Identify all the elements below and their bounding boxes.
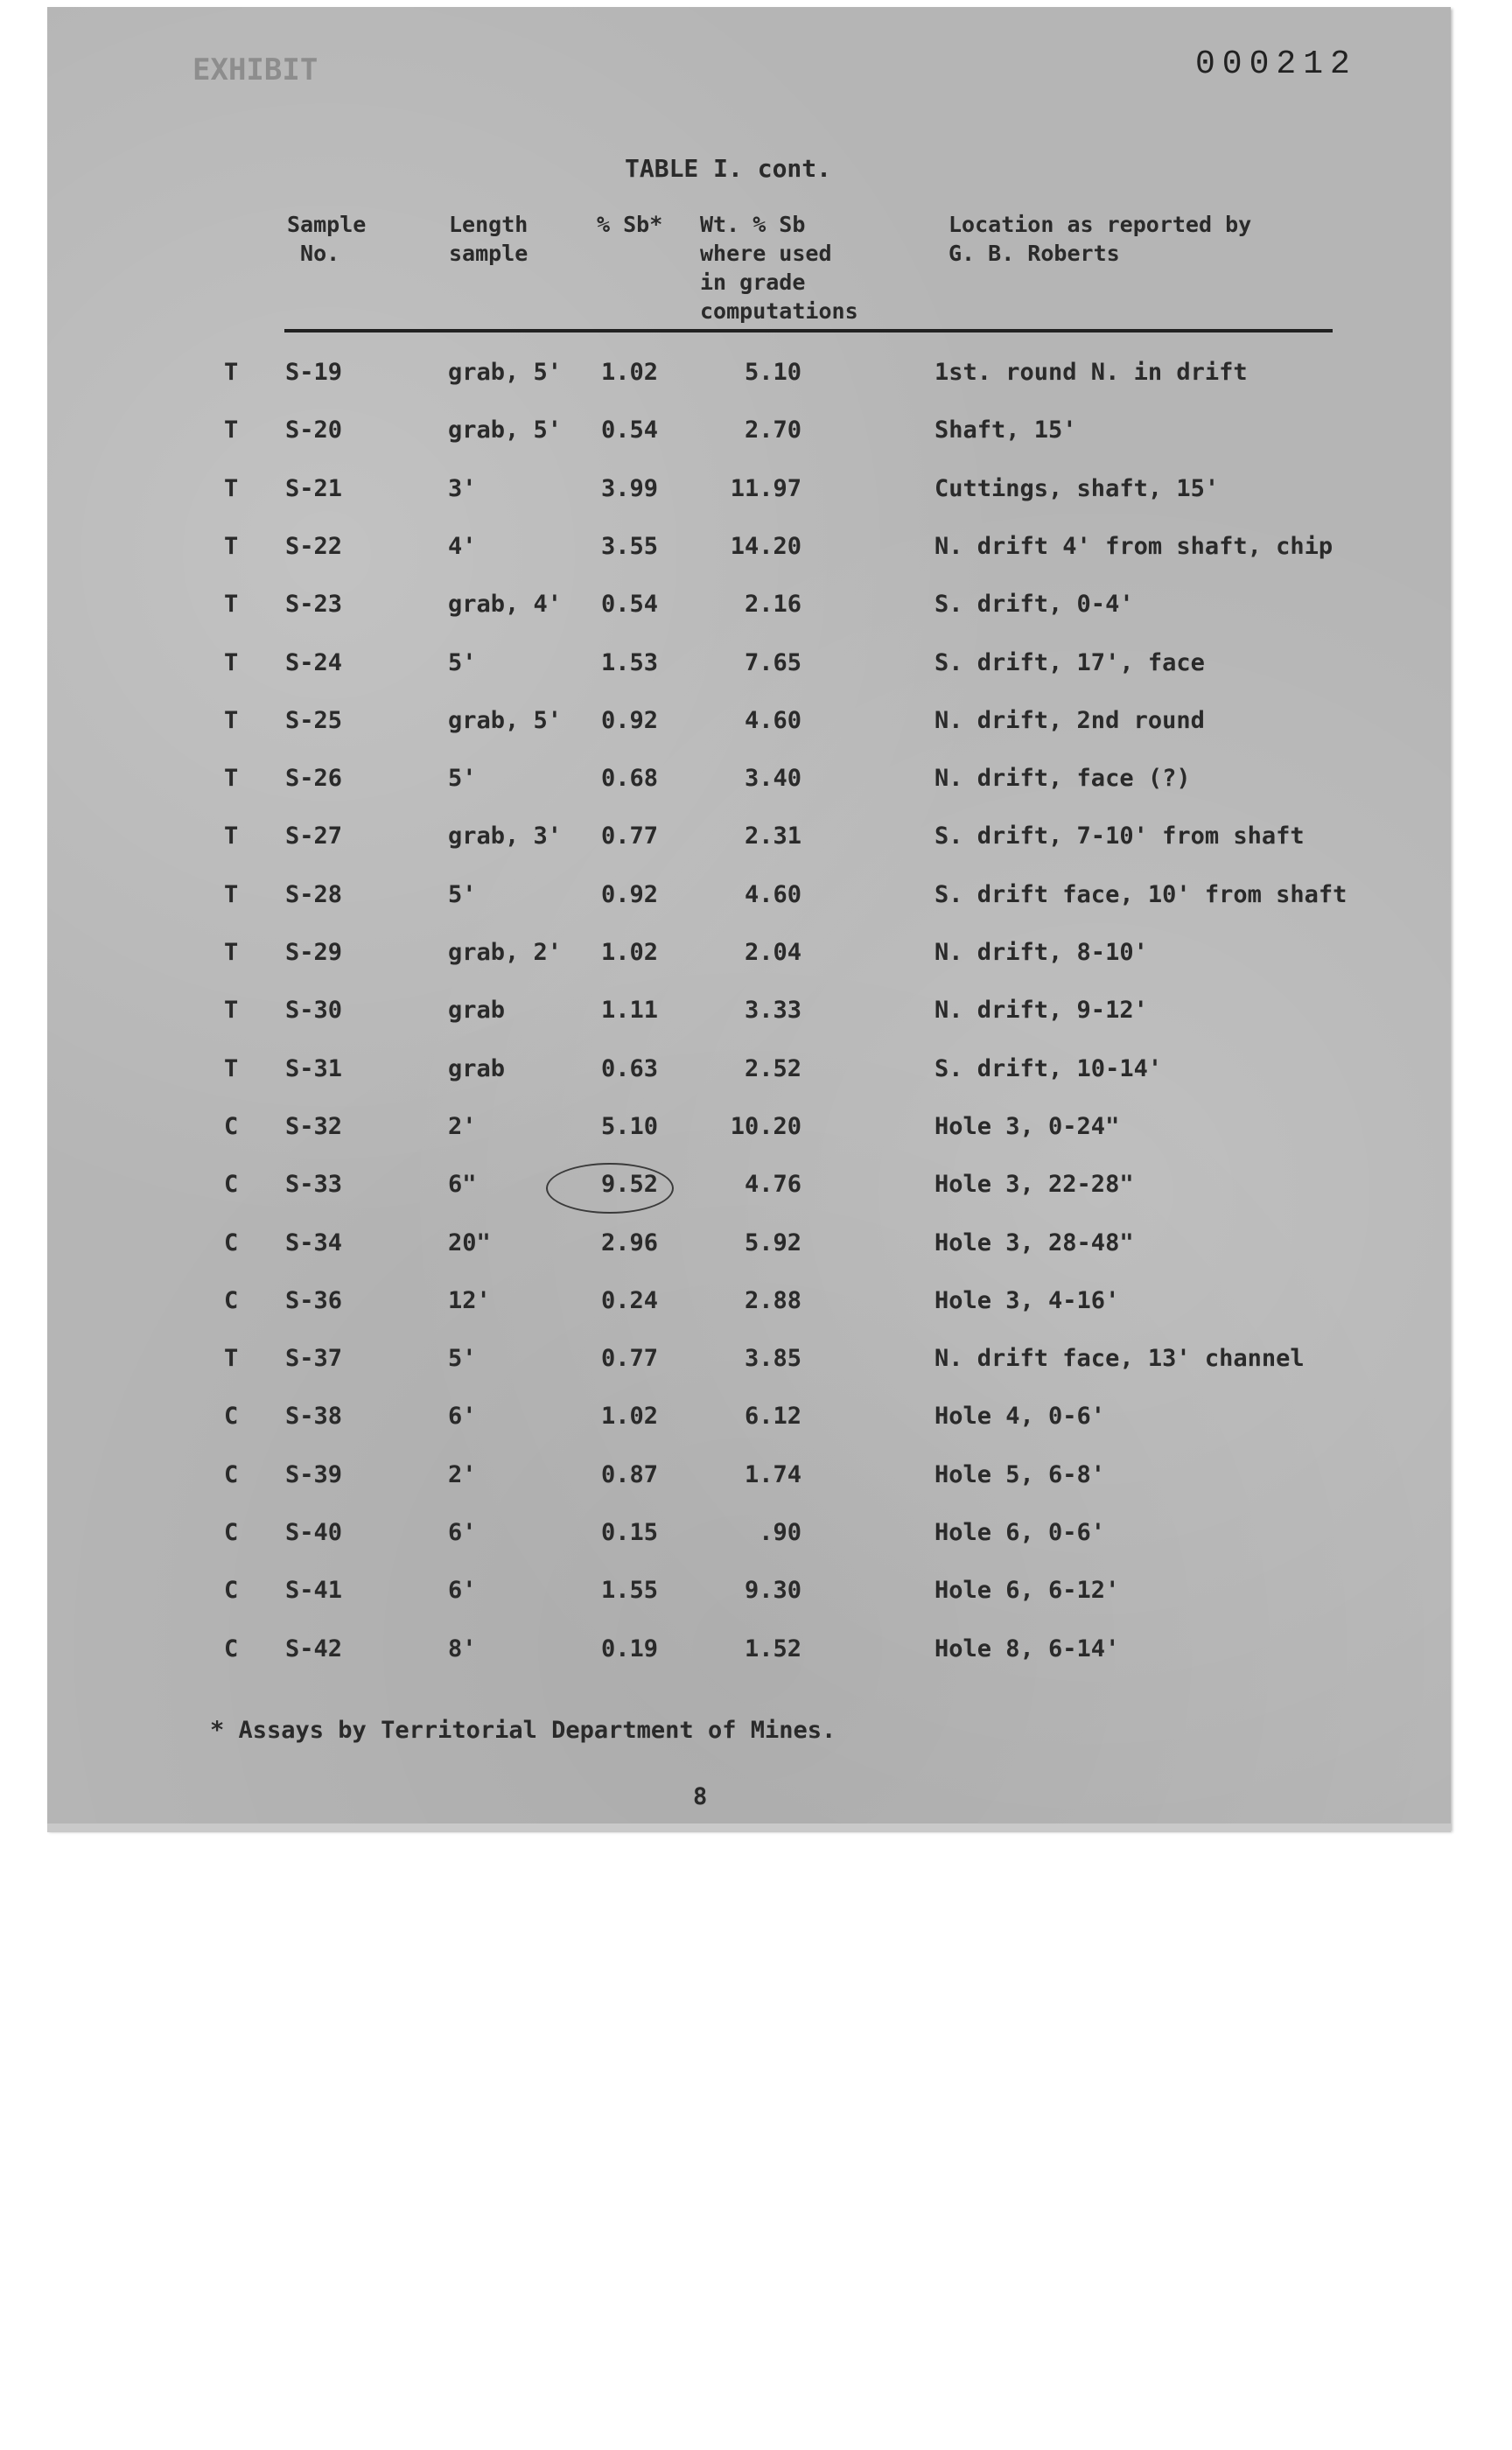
row-type-code: T xyxy=(224,1345,239,1372)
header-sample-no: Sample No. xyxy=(287,212,367,266)
row-pct-sb: 9.52 xyxy=(600,1171,658,1198)
row-sample-no: S-32 xyxy=(285,1113,343,1140)
row-location: S. drift, 0-4' xyxy=(934,591,1134,618)
row-length: 12' xyxy=(448,1287,491,1314)
row-location: Shaft, 15' xyxy=(934,416,1077,444)
row-type-code: C xyxy=(224,1577,239,1604)
row-location: N. drift 4' from shaft, chip xyxy=(934,533,1334,560)
row-sample-no: S-27 xyxy=(285,822,343,850)
row-pct-sb: 1.55 xyxy=(600,1577,658,1604)
row-type-code: C xyxy=(224,1635,239,1662)
row-type-code: C xyxy=(224,1519,239,1546)
row-wt-pct-sb: 14.20 xyxy=(730,533,802,560)
row-wt-pct-sb: 2.31 xyxy=(744,822,802,850)
row-pct-sb: 0.77 xyxy=(600,822,658,850)
row-location: Hole 4, 0-6' xyxy=(934,1403,1106,1430)
row-wt-pct-sb: 3.40 xyxy=(744,765,802,792)
row-sample-no: S-28 xyxy=(285,881,343,908)
row-sample-no: S-33 xyxy=(285,1171,343,1198)
row-length: grab xyxy=(448,1055,506,1082)
header-wt-pct-sb: Wt. % Sb where used in grade computations xyxy=(700,212,858,324)
row-type-code: C xyxy=(224,1461,239,1488)
row-length: grab, 2' xyxy=(448,939,563,966)
footnote: * Assays by Territorial Department of Mines. xyxy=(210,1717,836,1744)
row-type-code: C xyxy=(224,1229,239,1256)
row-sample-no: S-39 xyxy=(285,1461,343,1488)
row-type-code: T xyxy=(224,939,239,966)
row-length: 3' xyxy=(448,475,477,502)
row-wt-pct-sb: 9.30 xyxy=(744,1577,802,1604)
row-wt-pct-sb: 6.12 xyxy=(744,1403,802,1430)
row-wt-pct-sb: 2.88 xyxy=(744,1287,802,1314)
header-length-sample: Length sample xyxy=(449,212,528,266)
row-length: 6' xyxy=(448,1403,477,1430)
row-length: grab, 5' xyxy=(448,359,563,386)
row-length: 2' xyxy=(448,1461,477,1488)
row-sample-no: S-26 xyxy=(285,765,343,792)
row-type-code: T xyxy=(224,591,239,618)
row-pct-sb: 2.96 xyxy=(600,1229,658,1256)
row-length: grab, 4' xyxy=(448,591,563,618)
row-pct-sb: 0.87 xyxy=(600,1461,658,1488)
row-location: Hole 8, 6-14' xyxy=(934,1635,1120,1662)
row-length: 2' xyxy=(448,1113,477,1140)
row-location: Hole 3, 22-28" xyxy=(934,1171,1134,1198)
header-location: Location as reported by G. B. Roberts xyxy=(948,212,1252,266)
row-wt-pct-sb: 4.60 xyxy=(744,707,802,734)
row-location: N. drift, face (?) xyxy=(934,765,1191,792)
row-pct-sb: 0.54 xyxy=(600,591,658,618)
row-sample-no: S-29 xyxy=(285,939,343,966)
row-pct-sb: 3.99 xyxy=(600,475,658,502)
row-location: Hole 3, 28-48" xyxy=(934,1229,1134,1256)
row-location: N. drift, 9-12' xyxy=(934,997,1148,1024)
document-stamp-number: 000212 xyxy=(1195,46,1357,83)
row-sample-no: S-20 xyxy=(285,416,343,444)
table-title: TABLE I. cont. xyxy=(625,154,832,183)
row-location: N. drift, 2nd round xyxy=(934,707,1205,734)
row-type-code: T xyxy=(224,997,239,1024)
row-type-code: T xyxy=(224,881,239,908)
row-location: S. drift, 17', face xyxy=(934,649,1205,676)
row-type-code: T xyxy=(224,822,239,850)
row-pct-sb: 0.92 xyxy=(600,881,658,908)
circled-value-annotation xyxy=(546,1163,674,1214)
row-length: 5' xyxy=(448,649,477,676)
row-type-code: T xyxy=(224,765,239,792)
row-location: Hole 6, 0-6' xyxy=(934,1519,1106,1546)
row-wt-pct-sb: 3.85 xyxy=(744,1345,802,1372)
header-pct-sb: % Sb* xyxy=(597,212,663,237)
row-pct-sb: 0.24 xyxy=(600,1287,658,1314)
row-sample-no: S-37 xyxy=(285,1345,343,1372)
row-type-code: T xyxy=(224,416,239,444)
row-pct-sb: 3.55 xyxy=(600,533,658,560)
row-location: 1st. round N. in drift xyxy=(934,359,1248,386)
row-type-code: T xyxy=(224,1055,239,1082)
row-pct-sb: 1.02 xyxy=(600,359,658,386)
row-wt-pct-sb: 2.04 xyxy=(744,939,802,966)
row-location: S. drift, 7-10' from shaft xyxy=(934,822,1305,850)
row-wt-pct-sb: 5.92 xyxy=(744,1229,802,1256)
row-wt-pct-sb: 3.33 xyxy=(744,997,802,1024)
row-wt-pct-sb: 7.65 xyxy=(744,649,802,676)
row-sample-no: S-23 xyxy=(285,591,343,618)
row-wt-pct-sb: 11.97 xyxy=(730,475,802,502)
row-pct-sb: 0.92 xyxy=(600,707,658,734)
faint-bleed-through-mark: EXHIBIT xyxy=(192,52,318,88)
row-length: 8' xyxy=(448,1635,477,1662)
row-pct-sb: 5.10 xyxy=(600,1113,658,1140)
row-type-code: C xyxy=(224,1403,239,1430)
row-wt-pct-sb: 10.20 xyxy=(730,1113,802,1140)
row-sample-no: S-24 xyxy=(285,649,343,676)
row-location: Hole 3, 4-16' xyxy=(934,1287,1120,1314)
row-type-code: T xyxy=(224,475,239,502)
row-type-code: C xyxy=(224,1171,239,1198)
row-location: S. drift, 10-14' xyxy=(934,1055,1163,1082)
row-length: 4' xyxy=(448,533,477,560)
row-wt-pct-sb: 4.76 xyxy=(744,1171,802,1198)
row-length: grab xyxy=(448,997,506,1024)
row-length: grab, 3' xyxy=(448,822,563,850)
row-sample-no: S-30 xyxy=(285,997,343,1024)
row-type-code: T xyxy=(224,533,239,560)
row-length: 6' xyxy=(448,1577,477,1604)
row-pct-sb: 0.54 xyxy=(600,416,658,444)
page-number: 8 xyxy=(693,1783,708,1810)
row-sample-no: S-36 xyxy=(285,1287,343,1314)
row-location: S. drift face, 10' from shaft xyxy=(934,881,1348,908)
row-sample-no: S-40 xyxy=(285,1519,343,1546)
row-sample-no: S-42 xyxy=(285,1635,343,1662)
row-location: Cuttings, shaft, 15' xyxy=(934,475,1220,502)
header-rule xyxy=(284,329,1333,332)
row-wt-pct-sb: 4.60 xyxy=(744,881,802,908)
row-type-code: T xyxy=(224,359,239,386)
row-length: 6" xyxy=(448,1171,477,1198)
row-location: Hole 5, 6-8' xyxy=(934,1461,1106,1488)
row-sample-no: S-31 xyxy=(285,1055,343,1082)
row-type-code: T xyxy=(224,707,239,734)
row-length: 5' xyxy=(448,765,477,792)
row-type-code: T xyxy=(224,649,239,676)
row-pct-sb: 1.02 xyxy=(600,1403,658,1430)
row-length: grab, 5' xyxy=(448,416,563,444)
row-sample-no: S-21 xyxy=(285,475,343,502)
row-wt-pct-sb: 5.10 xyxy=(744,359,802,386)
row-sample-no: S-34 xyxy=(285,1229,343,1256)
row-wt-pct-sb: 2.70 xyxy=(744,416,802,444)
row-sample-no: S-19 xyxy=(285,359,343,386)
row-wt-pct-sb: 2.16 xyxy=(744,591,802,618)
row-location: N. drift, 8-10' xyxy=(934,939,1148,966)
row-pct-sb: 0.19 xyxy=(600,1635,658,1662)
row-length: 6' xyxy=(448,1519,477,1546)
row-pct-sb: 1.11 xyxy=(600,997,658,1024)
row-pct-sb: 0.15 xyxy=(600,1519,658,1546)
row-wt-pct-sb: .90 xyxy=(759,1519,802,1546)
page-edge xyxy=(47,1824,1451,1832)
row-type-code: C xyxy=(224,1287,239,1314)
row-pct-sb: 0.68 xyxy=(600,765,658,792)
row-length: 20" xyxy=(448,1229,491,1256)
row-pct-sb: 0.77 xyxy=(600,1345,658,1372)
row-length: 5' xyxy=(448,1345,477,1372)
row-sample-no: S-22 xyxy=(285,533,343,560)
row-sample-no: S-41 xyxy=(285,1577,343,1604)
row-type-code: C xyxy=(224,1113,239,1140)
row-pct-sb: 0.63 xyxy=(600,1055,658,1082)
row-pct-sb: 1.53 xyxy=(600,649,658,676)
row-location: Hole 6, 6-12' xyxy=(934,1577,1120,1604)
row-wt-pct-sb: 2.52 xyxy=(744,1055,802,1082)
row-length: 5' xyxy=(448,881,477,908)
row-pct-sb: 1.02 xyxy=(600,939,658,966)
row-location: N. drift face, 13' channel xyxy=(934,1345,1305,1372)
row-length: grab, 5' xyxy=(448,707,563,734)
row-wt-pct-sb: 1.52 xyxy=(744,1635,802,1662)
row-location: Hole 3, 0-24" xyxy=(934,1113,1120,1140)
row-sample-no: S-25 xyxy=(285,707,343,734)
row-wt-pct-sb: 1.74 xyxy=(744,1461,802,1488)
row-sample-no: S-38 xyxy=(285,1403,343,1430)
